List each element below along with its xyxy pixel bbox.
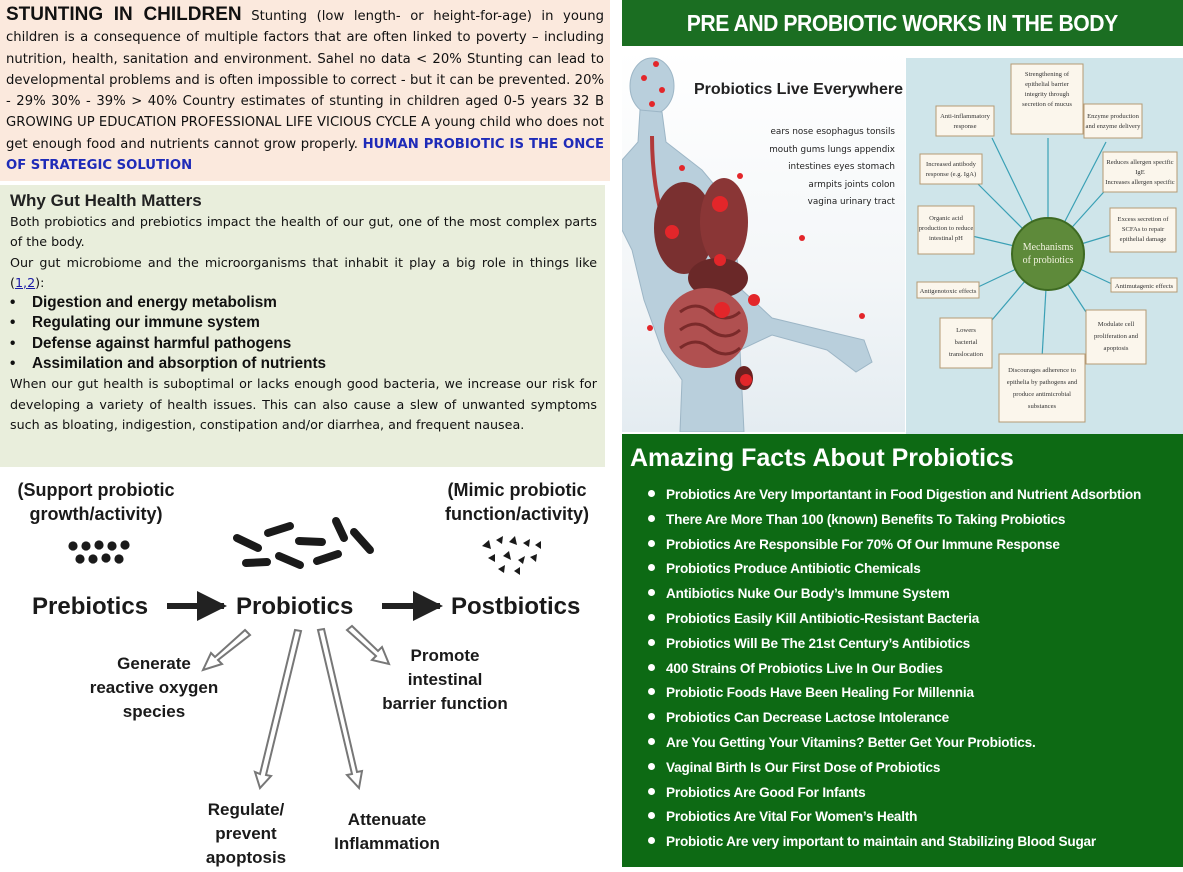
apoptosis-label: prevent bbox=[215, 824, 277, 843]
gut-health-title: Why Gut Health Matters bbox=[10, 191, 202, 210]
svg-text:epithelia by pathogens and: epithelia by pathogens and bbox=[1006, 379, 1078, 386]
svg-text:Increases allergen specific: Increases allergen specific bbox=[1105, 179, 1175, 186]
gut-paragraph-3: When our gut health is suboptimal or lacks enough good bacteria, we increase our risk for developing a variety of health issues. This can also cause a slew of unwanted symptoms such as bloating, indigestion, constipation and/or diarrhea, and frequent nausea. bbox=[10, 376, 597, 432]
inflammation-label: Attenuate bbox=[347, 810, 427, 829]
mimic-label: function/activity) bbox=[444, 504, 590, 524]
svg-text:Antimutagenic effects: Antimutagenic effects bbox=[1114, 283, 1174, 290]
svg-text:produce antimicrobial: produce antimicrobial bbox=[1012, 391, 1072, 398]
gut-bullet-list bbox=[10, 293, 597, 374]
bullet-icon bbox=[648, 614, 655, 621]
svg-text:Excess secretion of: Excess secretion of bbox=[1117, 216, 1169, 223]
organ-list: ears nose esophagus tonsils mouth gums lungs appendix intestines eyes stomach armpits joints colon vagina urinary tract bbox=[769, 127, 895, 207]
list-item: • Defense against harmful pathogens bbox=[10, 334, 292, 352]
svg-text:and enzyme delivery: and enzyme delivery bbox=[1085, 123, 1141, 130]
effect-arrows bbox=[203, 626, 389, 788]
mechanisms-diagram bbox=[906, 58, 1183, 434]
probiotics-label: Probiotics bbox=[236, 593, 354, 620]
stunting-body: Stunting (low length- or height-for-age) in young children is a consequence of multiple factors that are often linked to poverty – including nutrition, health, sanitation and environment. Sahel no data < 20% Stunting can lead to developmental problems and is often impossible to correct - but it can be prevented. 20% - 29% 30% - 39% > 40% Country estimates of stunting in children aged 0-5 years 32 B GROWING UP EDUCATION PROFESSIONAL LIFE VICIOUS CYCLE A young child who does not get enough food and nutrients cannot grow properly. bbox=[6, 9, 604, 152]
list-item: Probiotics Easily Kill Antibiotic-Resistant Bacteria bbox=[648, 607, 1141, 632]
biotics-diagram bbox=[0, 470, 610, 867]
gut-paragraph-1: Both probiotics and prebiotics impact the health of our gut, one of the most complex parts of the body. bbox=[10, 214, 597, 250]
svg-text:production to reduce: production to reduce bbox=[918, 225, 974, 232]
list-item: Probiotics Can Decrease Lactose Intolerance bbox=[648, 706, 1141, 731]
bullet-icon bbox=[648, 738, 655, 745]
stunting-title: STUNTING IN CHILDREN bbox=[6, 4, 242, 25]
svg-text:substances: substances bbox=[1027, 403, 1057, 410]
list-item: There Are More Than 100 (known) Benefits To Taking Probiotics bbox=[648, 508, 1141, 533]
ros-label: species bbox=[122, 702, 186, 721]
list-item: Antibiotics Nuke Our Body’s Immune System bbox=[648, 582, 1141, 607]
svg-text:Anti-inflammatory: Anti-inflammatory bbox=[940, 113, 990, 120]
svg-text:secretion of mucus: secretion of mucus bbox=[1022, 101, 1072, 108]
svg-text:Strengthening of: Strengthening of bbox=[1024, 71, 1070, 78]
list-item: 400 Strains Of Probiotics Live In Our Bodies bbox=[648, 657, 1141, 682]
citation-link-2[interactable]: 2 bbox=[27, 274, 36, 290]
svg-text:Mechanisms: Mechanisms bbox=[1022, 242, 1074, 253]
ros-label: reactive oxygen bbox=[89, 678, 219, 697]
pre-probiotic-header bbox=[622, 0, 1183, 46]
svg-text:apoptosis: apoptosis bbox=[1103, 345, 1129, 352]
stunting-panel bbox=[0, 0, 610, 181]
svg-text:intestinal pH: intestinal pH bbox=[929, 235, 963, 242]
svg-text:IgE: IgE bbox=[1135, 169, 1145, 176]
probiotics-everywhere-title: Probiotics Live Everywhere bbox=[694, 81, 903, 98]
bullet-icon bbox=[648, 812, 655, 819]
barrier-label: intestinal bbox=[407, 670, 483, 689]
citation-link-1[interactable]: 1 bbox=[14, 274, 24, 290]
postbiotics-label: Postbiotics bbox=[451, 593, 581, 620]
svg-text:Enzyme production: Enzyme production bbox=[1087, 113, 1139, 120]
prebiotics-label: Prebiotics bbox=[32, 593, 149, 620]
header-title: PRE AND PROBIOTIC WORKS IN THE BODY bbox=[686, 9, 1119, 36]
apoptosis-label: apoptosis bbox=[205, 848, 287, 867]
gut-paragraph-2: Our gut microbiome and the microorganisms that inhabit it play a big role in things like (1,2): bbox=[10, 254, 597, 290]
bullet-icon bbox=[648, 664, 655, 671]
bullet-icon bbox=[648, 540, 655, 547]
list-item: Probiotic Are very important to maintain and Stabilizing Blood Sugar bbox=[648, 830, 1141, 855]
bullet-icon bbox=[648, 788, 655, 795]
svg-text:Antigenotoxic effects: Antigenotoxic effects bbox=[919, 288, 977, 295]
list-item: Probiotics Will Be The 21st Century’s Antibiotics bbox=[648, 632, 1141, 657]
bullet-icon bbox=[648, 564, 655, 571]
gut-health-panel bbox=[0, 185, 605, 467]
barrier-label: barrier function bbox=[382, 694, 508, 713]
bullet-icon bbox=[648, 639, 655, 646]
list-item: Are You Getting Your Vitamins? Better Get Your Probiotics. bbox=[648, 731, 1141, 756]
bullet-icon bbox=[648, 713, 655, 720]
list-item: Vaginal Birth Is Our First Dose of Probiotics bbox=[648, 756, 1141, 781]
stunting-cta: HUMAN PROBIOTIC IS THE ONCE OF STRATEGIC SOLUTION bbox=[6, 136, 604, 174]
svg-text:of probiotics: of probiotics bbox=[1022, 255, 1074, 266]
list-item: Probiotics Are Responsible For 70% Of Our Immune Response bbox=[648, 533, 1141, 558]
bullet-icon bbox=[648, 763, 655, 770]
list-item: • Regulating our immune system bbox=[10, 314, 260, 332]
svg-text:Reduces allergen specific: Reduces allergen specific bbox=[1106, 159, 1174, 166]
body-illustration-panel bbox=[622, 50, 905, 432]
mimic-label: (Mimic probiotic bbox=[447, 480, 587, 500]
postbiotic-fragments-icon bbox=[482, 536, 541, 575]
svg-text:response: response bbox=[953, 123, 977, 130]
list-item: Probiotics Are Very Importantant in Food Digestion and Nutrient Adsorbtion bbox=[648, 483, 1141, 508]
human-body-illustration bbox=[622, 50, 905, 432]
svg-text:response (e.g. IgA): response (e.g. IgA) bbox=[925, 171, 977, 178]
svg-text:Discourages adherence to: Discourages adherence to bbox=[1008, 367, 1076, 374]
bullet-icon bbox=[648, 515, 655, 522]
facts-list bbox=[648, 483, 1141, 855]
svg-text:Increased antibody: Increased antibody bbox=[926, 161, 976, 168]
list-item: Probiotics Produce Antibiotic Chemicals bbox=[648, 557, 1141, 582]
apoptosis-label: Regulate/ bbox=[207, 800, 285, 819]
list-item: Probiotics Are Good For Infants bbox=[648, 781, 1141, 806]
svg-text:bacterial: bacterial bbox=[954, 339, 978, 346]
probiotic-bacteria-icon bbox=[237, 521, 370, 565]
support-label: (Support probiotic bbox=[17, 480, 175, 500]
inflammation-label: Inflammation bbox=[334, 834, 440, 853]
list-item: Probiotics Are Vital For Women’s Health bbox=[648, 805, 1141, 830]
svg-text:SCFAs to repair: SCFAs to repair bbox=[1121, 226, 1165, 233]
list-item: • Digestion and energy metabolism bbox=[10, 294, 277, 312]
list-item: • Assimilation and absorption of nutrients bbox=[10, 355, 327, 373]
svg-text:translocation: translocation bbox=[948, 351, 984, 358]
svg-text:Organic acid: Organic acid bbox=[929, 215, 963, 222]
svg-text:Modulate cell: Modulate cell bbox=[1097, 321, 1135, 328]
svg-text:epithelial barrier: epithelial barrier bbox=[1025, 81, 1069, 88]
bullet-icon bbox=[648, 837, 655, 844]
prebiotic-dots-icon bbox=[68, 540, 129, 563]
bullet-icon bbox=[648, 688, 655, 695]
facts-title: Amazing Facts About Probiotics bbox=[630, 444, 1014, 472]
barrier-label: Promote bbox=[410, 646, 480, 665]
ros-label: Generate bbox=[117, 654, 191, 673]
bullet-icon bbox=[648, 589, 655, 596]
bullet-icon bbox=[648, 490, 655, 497]
svg-text:proliferation and: proliferation and bbox=[1093, 333, 1139, 340]
list-item: Probiotic Foods Have Been Healing For Millennia bbox=[648, 681, 1141, 706]
svg-text:integrity through: integrity through bbox=[1024, 91, 1070, 98]
support-label: growth/activity) bbox=[29, 504, 163, 524]
svg-text:Lowers: Lowers bbox=[956, 327, 976, 334]
mechanisms-center-node bbox=[1012, 218, 1084, 290]
amazing-facts-panel bbox=[622, 434, 1183, 867]
svg-text:epithelial damage: epithelial damage bbox=[1119, 236, 1167, 243]
